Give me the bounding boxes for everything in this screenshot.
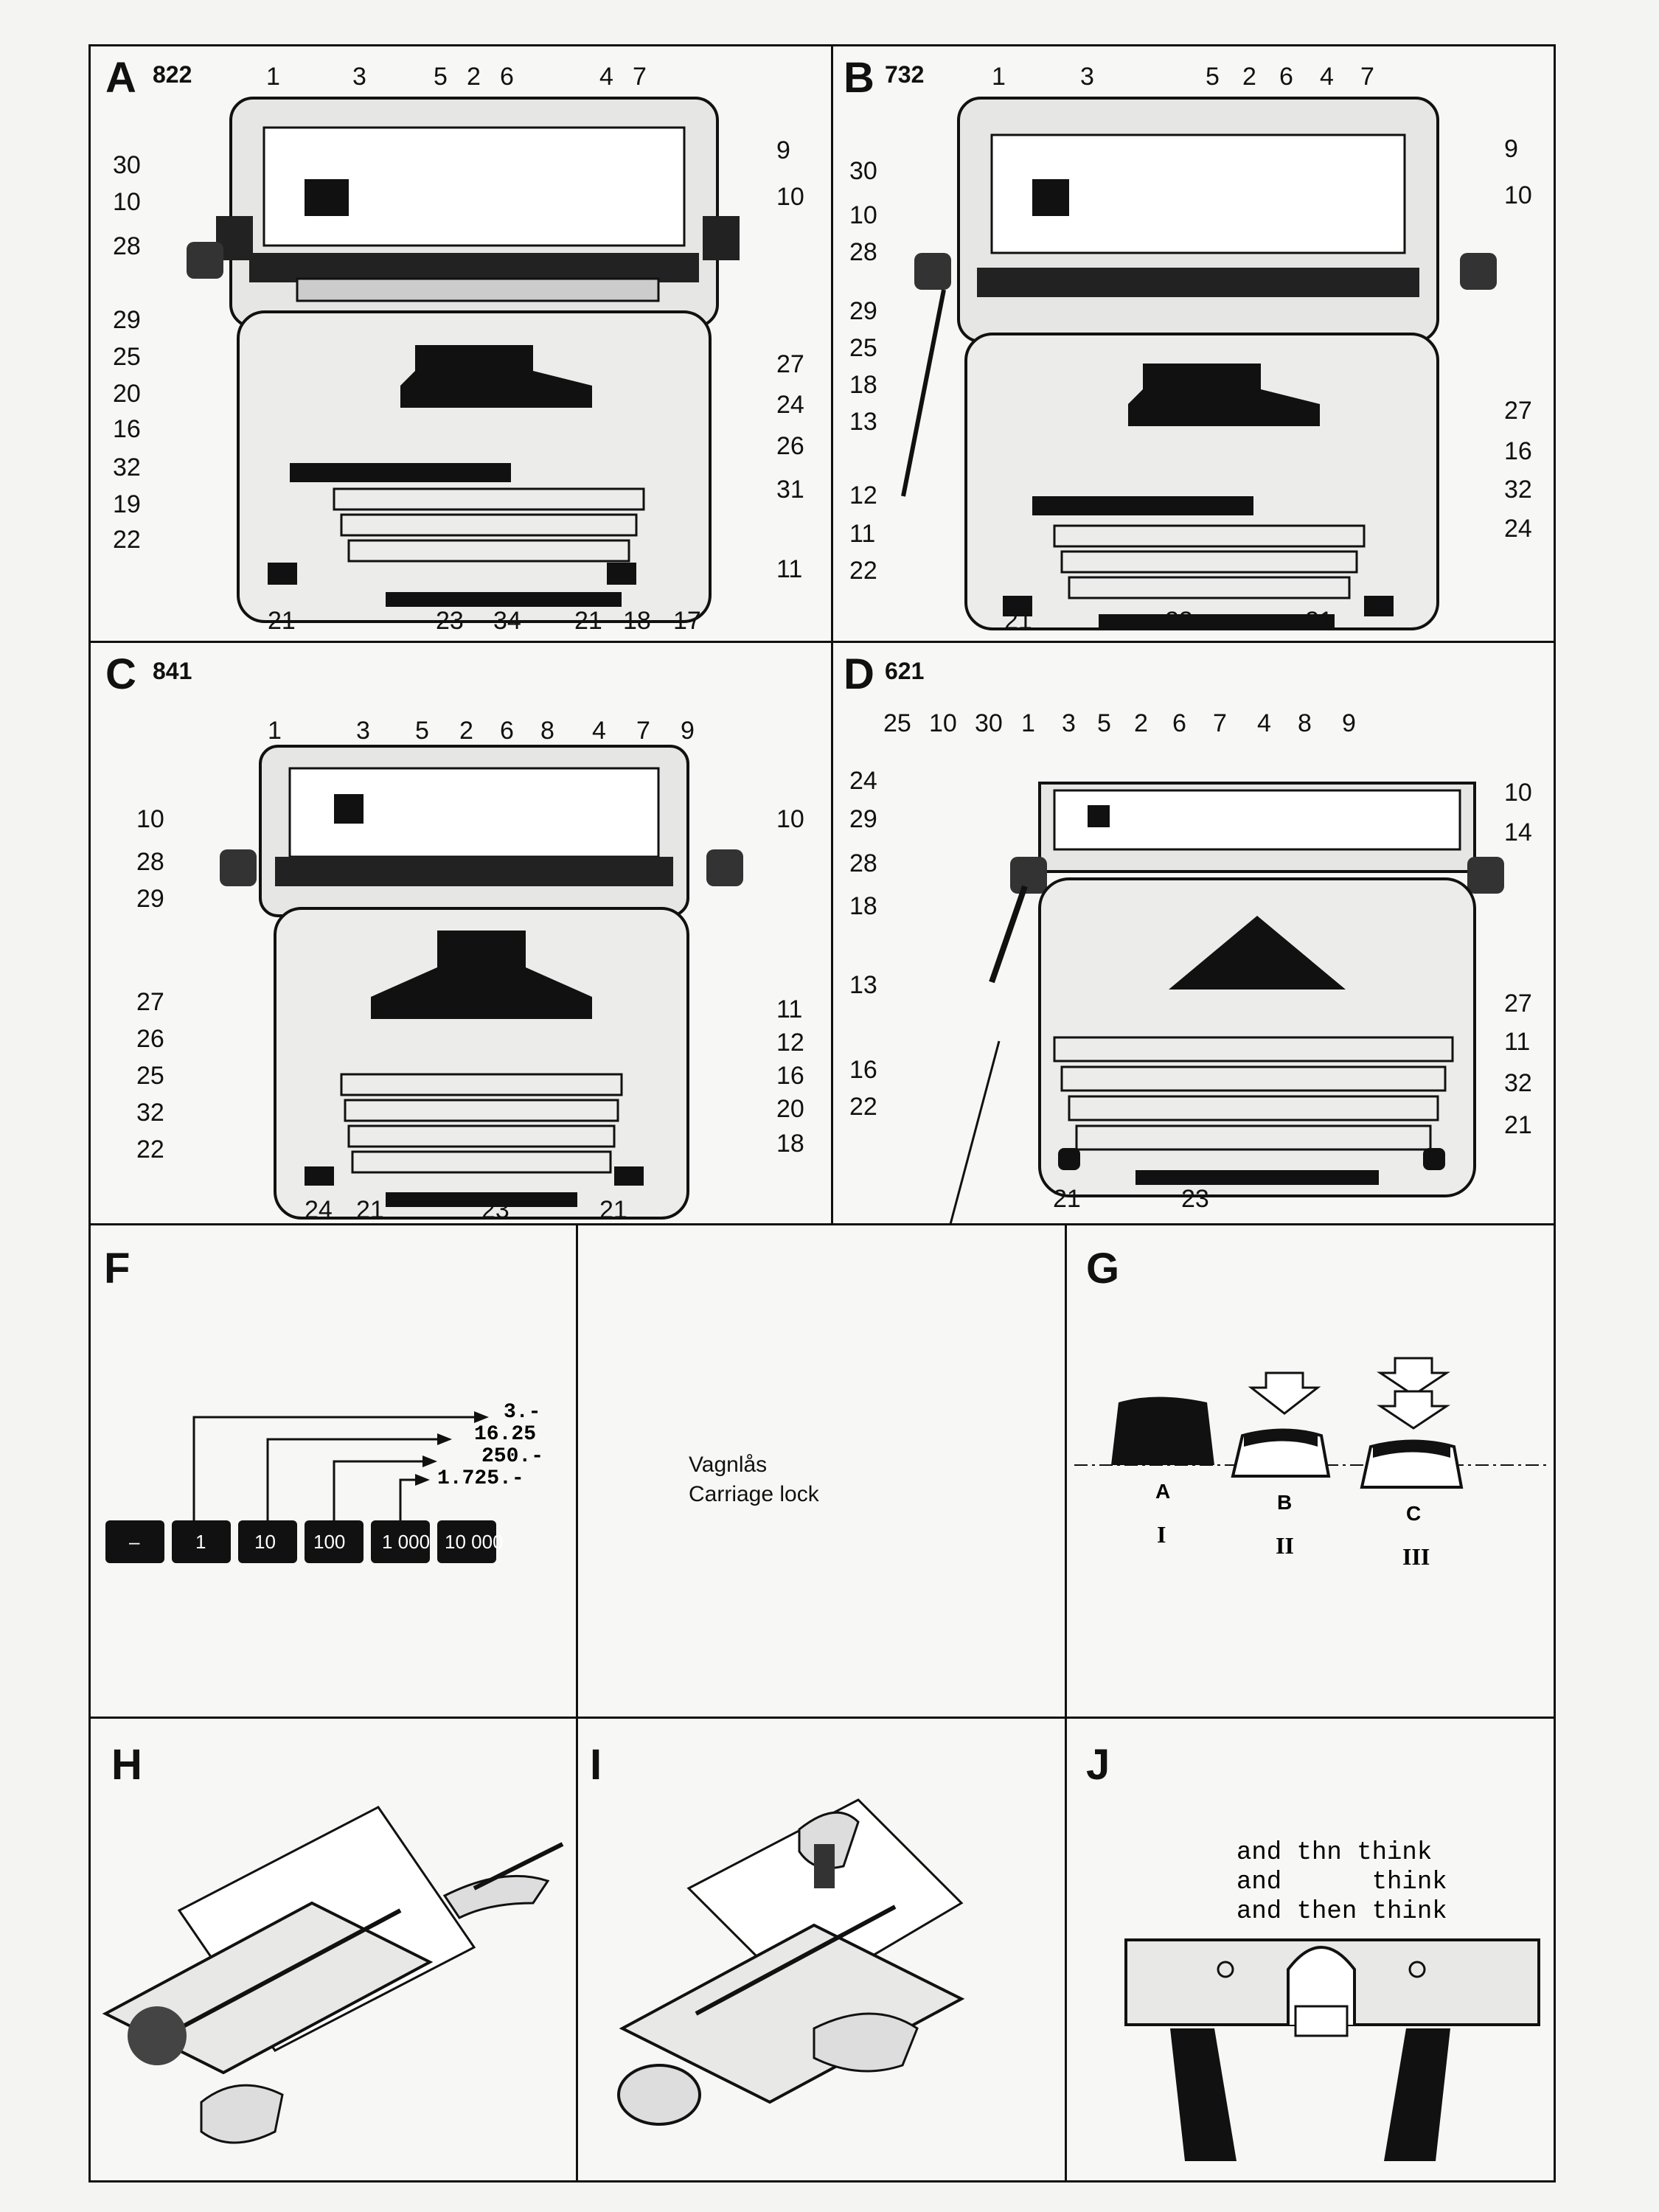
svg-text:26: 26: [776, 432, 804, 460]
svg-text:2: 2: [1242, 63, 1256, 91]
svg-text:29: 29: [849, 805, 877, 833]
svg-text:12: 12: [849, 481, 877, 509]
panel-b: [831, 44, 1556, 643]
svg-text:9: 9: [681, 717, 695, 745]
svg-text:3: 3: [1062, 709, 1076, 737]
svg-text:and think: and think: [1237, 1868, 1447, 1896]
svg-text:100: 100: [313, 1531, 346, 1553]
svg-text:2: 2: [459, 717, 473, 745]
svg-text:1.725.-: 1.725.-: [437, 1467, 524, 1490]
svg-text:B: B: [1277, 1491, 1293, 1514]
panel-letter: G: [1086, 1245, 1120, 1293]
svg-text:and then think: and then think: [1237, 1898, 1447, 1926]
ribbon-adjust-illustration: [578, 1719, 1065, 2180]
svg-text:250.-: 250.-: [481, 1445, 544, 1468]
svg-text:2: 2: [1134, 709, 1148, 737]
svg-text:22: 22: [113, 526, 141, 554]
typewriter-d-illustration: [833, 643, 1554, 1223]
svg-text:16: 16: [1504, 437, 1532, 465]
svg-text:10: 10: [113, 188, 141, 216]
svg-text:23: 23: [1165, 607, 1193, 635]
panel-letter: I: [590, 1741, 602, 1789]
svg-text:1: 1: [1021, 709, 1035, 737]
svg-text:32: 32: [113, 453, 141, 481]
svg-text:21: 21: [268, 607, 296, 635]
svg-text:29: 29: [136, 885, 164, 913]
panel-f: [88, 1223, 578, 1719]
svg-text:I: I: [1157, 1521, 1166, 1548]
svg-text:21: 21: [599, 1196, 627, 1223]
svg-text:and thn think: and thn think: [1237, 1839, 1433, 1867]
panel-model: 621: [885, 658, 925, 684]
panel-letter: A: [105, 54, 136, 102]
panel-g: [1065, 1223, 1556, 1719]
svg-text:10: 10: [929, 709, 957, 737]
svg-text:13: 13: [849, 408, 877, 436]
svg-text:23: 23: [481, 1196, 509, 1223]
svg-text:C: C: [1406, 1502, 1422, 1525]
svg-text:16: 16: [849, 1056, 877, 1084]
svg-text:23: 23: [436, 607, 464, 635]
svg-text:24: 24: [305, 1196, 333, 1223]
svg-text:20: 20: [776, 1095, 804, 1123]
svg-text:5: 5: [1206, 63, 1220, 91]
svg-text:28: 28: [113, 232, 141, 260]
panel-i: [576, 1717, 1067, 2183]
svg-text:17: 17: [673, 607, 701, 635]
svg-text:A: A: [1155, 1480, 1171, 1503]
svg-text:18: 18: [849, 892, 877, 920]
svg-text:III: III: [1402, 1543, 1430, 1570]
caption-english: Carriage lock: [689, 1482, 819, 1506]
svg-text:24: 24: [776, 391, 804, 419]
svg-text:28: 28: [849, 238, 877, 266]
panel-h: [88, 1717, 578, 2183]
svg-text:7: 7: [636, 717, 650, 745]
svg-text:21: 21: [1004, 607, 1032, 635]
svg-text:16: 16: [113, 415, 141, 443]
svg-text:2: 2: [467, 63, 481, 91]
svg-text:10: 10: [1504, 181, 1532, 209]
svg-text:26: 26: [136, 1025, 164, 1053]
panel-j: [1065, 1717, 1556, 2183]
svg-text:21: 21: [574, 607, 602, 635]
svg-text:20: 20: [113, 380, 141, 408]
typewriter-b-illustration: [833, 46, 1554, 641]
svg-text:1: 1: [195, 1531, 206, 1553]
svg-text:28: 28: [136, 848, 164, 876]
svg-text:6: 6: [500, 63, 514, 91]
svg-text:22: 22: [849, 1093, 877, 1121]
svg-text:1: 1: [266, 63, 280, 91]
svg-text:21: 21: [356, 1196, 384, 1223]
panel-model: 732: [885, 61, 925, 88]
svg-text:27: 27: [1504, 990, 1532, 1018]
carriage-lock-pointer: [907, 1041, 999, 1223]
svg-text:32: 32: [1504, 476, 1532, 504]
svg-text:–: –: [129, 1531, 140, 1553]
svg-text:30: 30: [113, 151, 141, 179]
svg-text:11: 11: [1504, 1028, 1531, 1056]
svg-text:8: 8: [1298, 709, 1312, 737]
svg-text:10 000: 10 000: [445, 1531, 504, 1553]
panel-carriage-lock: [576, 1223, 1067, 1719]
svg-text:27: 27: [1504, 397, 1532, 425]
svg-text:3.-: 3.-: [504, 1401, 541, 1424]
svg-text:9: 9: [1504, 135, 1518, 163]
svg-text:II: II: [1276, 1532, 1294, 1559]
svg-text:21: 21: [1504, 1111, 1532, 1139]
svg-text:18: 18: [849, 371, 877, 399]
svg-text:32: 32: [136, 1099, 164, 1127]
svg-text:1: 1: [992, 63, 1006, 91]
svg-text:24: 24: [1504, 515, 1532, 543]
svg-text:4: 4: [1257, 709, 1271, 737]
svg-text:13: 13: [849, 971, 877, 999]
svg-text:6: 6: [1279, 63, 1293, 91]
svg-text:25: 25: [113, 343, 141, 371]
svg-text:31: 31: [776, 476, 804, 504]
svg-text:5: 5: [1097, 709, 1111, 737]
svg-text:34: 34: [493, 607, 521, 635]
panel-letter: C: [105, 650, 136, 698]
typewriter-c-illustration: [91, 643, 831, 1223]
svg-text:25: 25: [883, 709, 911, 737]
svg-text:3: 3: [352, 63, 366, 91]
svg-text:7: 7: [1213, 709, 1227, 737]
svg-text:9: 9: [776, 136, 790, 164]
svg-text:25: 25: [136, 1062, 164, 1090]
panel-letter: F: [104, 1245, 131, 1293]
svg-text:23: 23: [1181, 1185, 1209, 1213]
svg-text:4: 4: [1320, 63, 1334, 91]
svg-text:7: 7: [633, 63, 647, 91]
svg-text:4: 4: [599, 63, 613, 91]
svg-text:10: 10: [849, 201, 877, 229]
tabulator-diagram: [91, 1225, 576, 1717]
svg-text:10: 10: [776, 805, 804, 833]
panel-letter: D: [844, 650, 874, 698]
svg-text:10: 10: [136, 805, 164, 833]
svg-text:11: 11: [776, 995, 803, 1023]
panel-c: [88, 641, 833, 1225]
svg-text:7: 7: [1360, 63, 1374, 91]
svg-text:19: 19: [113, 490, 141, 518]
svg-text:3: 3: [1080, 63, 1094, 91]
svg-text:18: 18: [623, 607, 651, 635]
svg-text:8: 8: [540, 717, 554, 745]
tab-key-row: [105, 1520, 504, 1563]
svg-text:14: 14: [1504, 818, 1532, 846]
svg-text:12: 12: [776, 1029, 804, 1057]
svg-text:30: 30: [975, 709, 1003, 737]
svg-text:3: 3: [356, 717, 370, 745]
panel-letter: H: [111, 1741, 142, 1789]
svg-text:27: 27: [136, 988, 164, 1016]
svg-text:1: 1: [268, 717, 282, 745]
svg-text:16: 16: [776, 1062, 804, 1090]
svg-text:30: 30: [849, 157, 877, 185]
svg-text:21: 21: [1305, 607, 1333, 635]
caption-swedish: Vagnlås: [689, 1453, 768, 1477]
panel-letter: J: [1086, 1741, 1110, 1789]
svg-text:25: 25: [849, 334, 877, 362]
svg-text:10: 10: [776, 183, 804, 211]
correction-illustration: [1067, 1719, 1554, 2180]
panel-model: 822: [153, 61, 192, 88]
svg-text:21: 21: [1053, 1185, 1081, 1213]
svg-text:29: 29: [849, 297, 877, 325]
svg-text:22: 22: [136, 1135, 164, 1164]
svg-text:5: 5: [415, 717, 429, 745]
svg-text:11: 11: [849, 520, 876, 548]
panel-letter: B: [844, 54, 874, 102]
svg-text:11: 11: [776, 555, 803, 583]
svg-text:18: 18: [776, 1130, 804, 1158]
svg-text:9: 9: [1342, 709, 1356, 737]
paper-insertion-illustration: [91, 1719, 576, 2180]
svg-text:29: 29: [113, 306, 141, 334]
svg-text:16.25: 16.25: [474, 1423, 537, 1446]
svg-text:4: 4: [592, 717, 606, 745]
panel-a: [88, 44, 833, 643]
svg-text:22: 22: [849, 557, 877, 585]
svg-text:32: 32: [1504, 1069, 1532, 1097]
svg-text:27: 27: [776, 350, 804, 378]
panel-d: [831, 641, 1556, 1225]
svg-text:1 000: 1 000: [382, 1531, 431, 1553]
typewriter-a-illustration: [91, 46, 831, 641]
svg-text:10: 10: [1504, 779, 1532, 807]
svg-text:5: 5: [434, 63, 448, 91]
key-pressure-diagram: [1067, 1225, 1554, 1717]
svg-text:6: 6: [1172, 709, 1186, 737]
svg-text:28: 28: [849, 849, 877, 877]
panel-model: 841: [153, 658, 192, 684]
svg-text:10: 10: [254, 1531, 276, 1553]
svg-text:6: 6: [500, 717, 514, 745]
svg-text:24: 24: [849, 767, 877, 795]
